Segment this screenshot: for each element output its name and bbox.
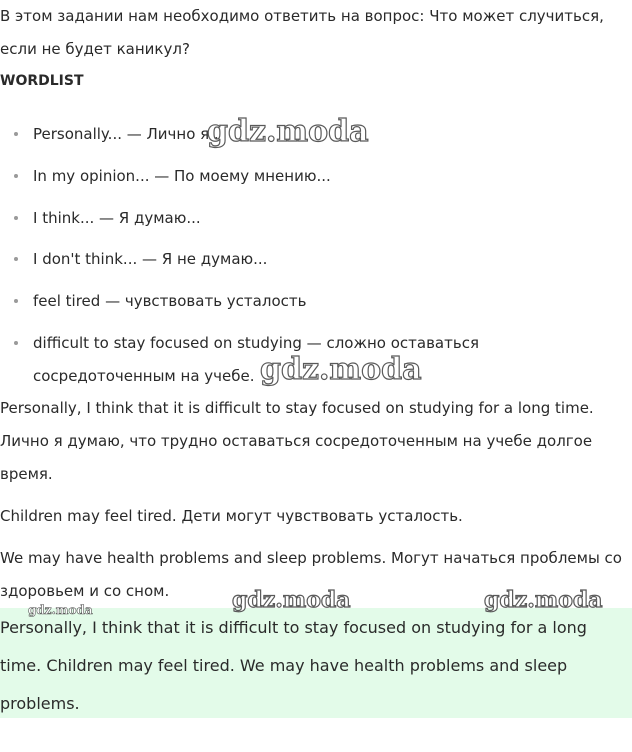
wordlist-heading: WORDLIST xyxy=(0,73,84,89)
watermark: gdz.moda xyxy=(484,587,603,613)
bullet-icon xyxy=(14,299,18,303)
paragraph-4-line-2: здоровьем и со сном. xyxy=(0,582,170,600)
watermark: gdz.moda xyxy=(28,603,93,617)
watermark: gdz.moda xyxy=(207,114,369,149)
bullet-icon xyxy=(14,341,18,345)
answer-line-3: problems. xyxy=(0,694,80,713)
paragraph-2-line-2: время. xyxy=(0,465,53,483)
answer-line-1: Personally, I think that it is difficult to stay focused on studying for a long xyxy=(0,618,587,637)
watermark: gdz.moda xyxy=(232,587,351,613)
answer-line-2: time. Children may feel tired. We may have health problems and sleep xyxy=(0,656,568,675)
answer-box xyxy=(0,608,632,718)
paragraph-2-line-1: Лично я думаю, что трудно оставаться сосредоточенным на учебе долгое xyxy=(0,432,593,450)
bullet-icon xyxy=(14,132,18,136)
watermark: gdz.moda xyxy=(260,352,422,387)
intro-line-2: если не будет каникул? xyxy=(0,40,190,58)
paragraph-3: Children may feel tired. Дети могут чувствовать усталость. xyxy=(0,507,463,525)
bullet-icon xyxy=(14,216,18,220)
bullet-icon xyxy=(14,257,18,261)
paragraph-1: Personally, I think that it is difficult to stay focused on studying for a long time. xyxy=(0,399,594,417)
intro-line-1: В этом задании нам необходимо ответить на вопрос: Что может случиться, xyxy=(0,7,604,25)
paragraph-4-line-1: We may have health problems and sleep problems. Могут начаться проблемы со xyxy=(0,549,622,567)
bullet-icon xyxy=(14,174,18,178)
